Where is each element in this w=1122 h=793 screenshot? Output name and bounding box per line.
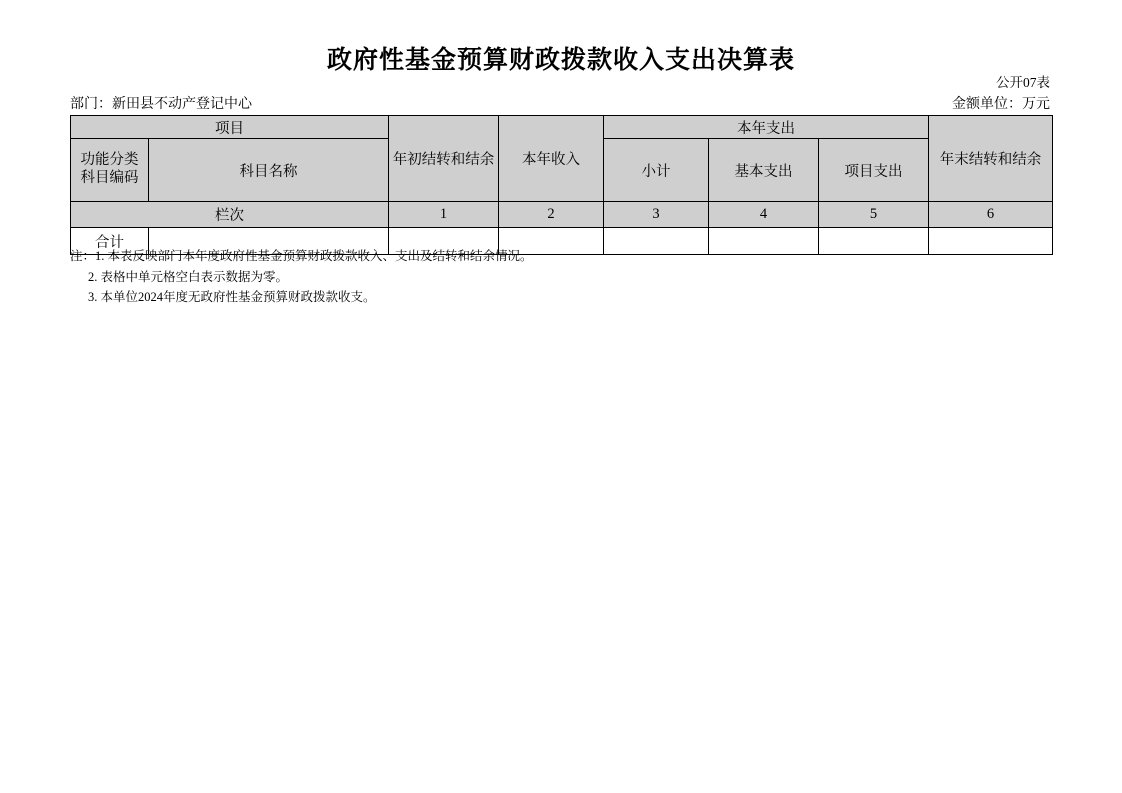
note-line-2: 2. 表格中单元格空白表示数据为零。	[88, 269, 289, 284]
column-index-2: 2	[499, 202, 604, 228]
table-column-index-row	[71, 202, 1053, 228]
column-index-1: 1	[389, 202, 499, 228]
header-end-balance: 年末结转和结余	[929, 116, 1053, 202]
header-subtotal: 小计	[604, 139, 709, 202]
note-line-1: 注：1. 本表反映部门本年度政府性基金预算财政拨款收入、支出及结转和结余情况。	[70, 249, 533, 263]
column-index-label: 栏次	[71, 202, 389, 228]
row-total-subtotal	[604, 228, 709, 255]
note-line-3: 3. 本单位2024年度无政府性基金预算财政拨款收支。	[88, 290, 376, 305]
column-index-6: 6	[929, 202, 1053, 228]
row-total-end-balance	[929, 228, 1053, 255]
row-total-label: 合计	[71, 228, 149, 255]
department-label: 部门：新田县不动产登记中心	[70, 97, 252, 112]
budget-table	[70, 115, 1053, 255]
amount-unit-label: 金额单位：万元	[952, 97, 1050, 112]
column-index-4: 4	[709, 202, 819, 228]
header-begin-balance: 年初结转和结余	[389, 116, 499, 202]
header-current-income: 本年收入	[499, 116, 604, 202]
header-subject-name: 科目名称	[149, 139, 389, 202]
table-header-group-row	[71, 116, 1053, 139]
column-index-5: 5	[819, 202, 929, 228]
page-title: 政府性基金预算财政拨款收入支出决算表	[326, 47, 795, 74]
column-index-3: 3	[604, 202, 709, 228]
row-total-basic-expenditure	[709, 228, 819, 255]
row-total-project-expenditure	[819, 228, 929, 255]
header-project-expenditure: 项目支出	[819, 139, 929, 202]
table-notes	[70, 246, 533, 308]
header-basic-expenditure: 基本支出	[709, 139, 819, 202]
form-code-label: 公开07表	[996, 75, 1050, 90]
header-group-project: 项目	[71, 116, 389, 139]
header-group-current-expenditure: 本年支出	[604, 116, 929, 139]
header-function-code: 功能分类 科目编码	[71, 139, 149, 202]
